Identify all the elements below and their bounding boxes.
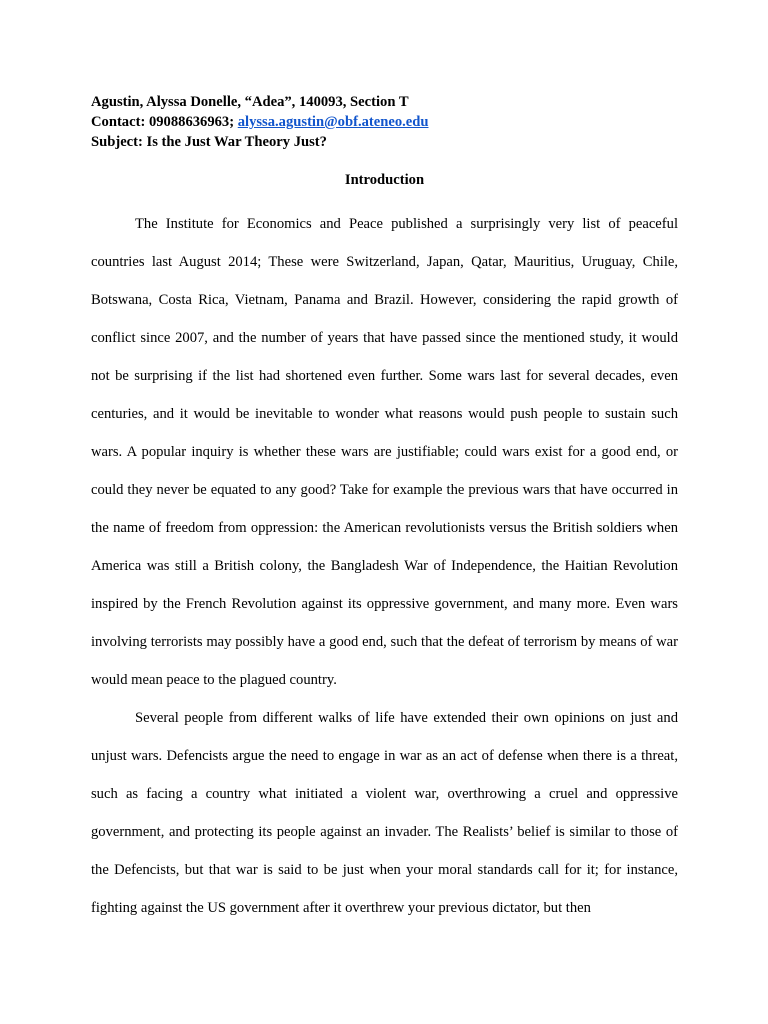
paragraph-1: The Institute for Economics and Peace published a surprisingly very list of peaceful countries last August 2014; These were Switzerland, Japan, Qatar, Mauritius, Uruguay, Chile, Botswana, Costa Rica, Vietnam, Panama and Brazil. However, considering the rapid growth of conflict since 2007, and the number of years that have passed since the mentioned study, it would not be surprising if the list had shortened even further. Some wars last for several decades, even centuries, and it would be inevitable to wonder what reasons would push people to sustain such wars. A popular inquiry is whether these wars are justifiable; could wars exist for a good end, or could they never be equated to any good? Take for example the previous wars that have occurred in the name of freedom from oppression: the American revolutionists versus the British soldiers when America was still a British colony, the Bangladesh War of Independence, the Haitian Revolution inspired by the French Revolution against its oppressive government, and many more. Even wars involving terrorists may possibly have a good end, such that the defeat of terrorism by means of war would mean peace to the plagued country.: [91, 216, 678, 688]
paragraph-2: Several people from different walks of life have extended their own opinions on just and unjust wars. Defencists argue the need to engage in war as an act of defense when there is a threat, such as facing a country what initiated a violent war, overthrowing a cruel and oppressive government, and protecting its people against an invader. The Realists’ belief is similar to those of the Defencists, but that war is said to be just when your moral standards call for it; for instance, fighting against the US government after it overthrew your previous dictator, but then: [91, 710, 678, 916]
document-header: [91, 92, 681, 152]
author-line: Agustin, Alyssa Donelle, “Adea”, 140093, Section T: [91, 94, 409, 110]
section-title: Introduction: [344, 172, 425, 188]
subject-line: Subject: Is the Just War Theory Just?: [91, 134, 327, 150]
contact-prefix: Contact: 09088636963;: [91, 114, 238, 130]
contact-line: [91, 112, 681, 132]
email-link[interactable]: alyssa.agustin@obf.ateneo.edu: [237, 114, 429, 130]
document-body: [91, 205, 678, 927]
